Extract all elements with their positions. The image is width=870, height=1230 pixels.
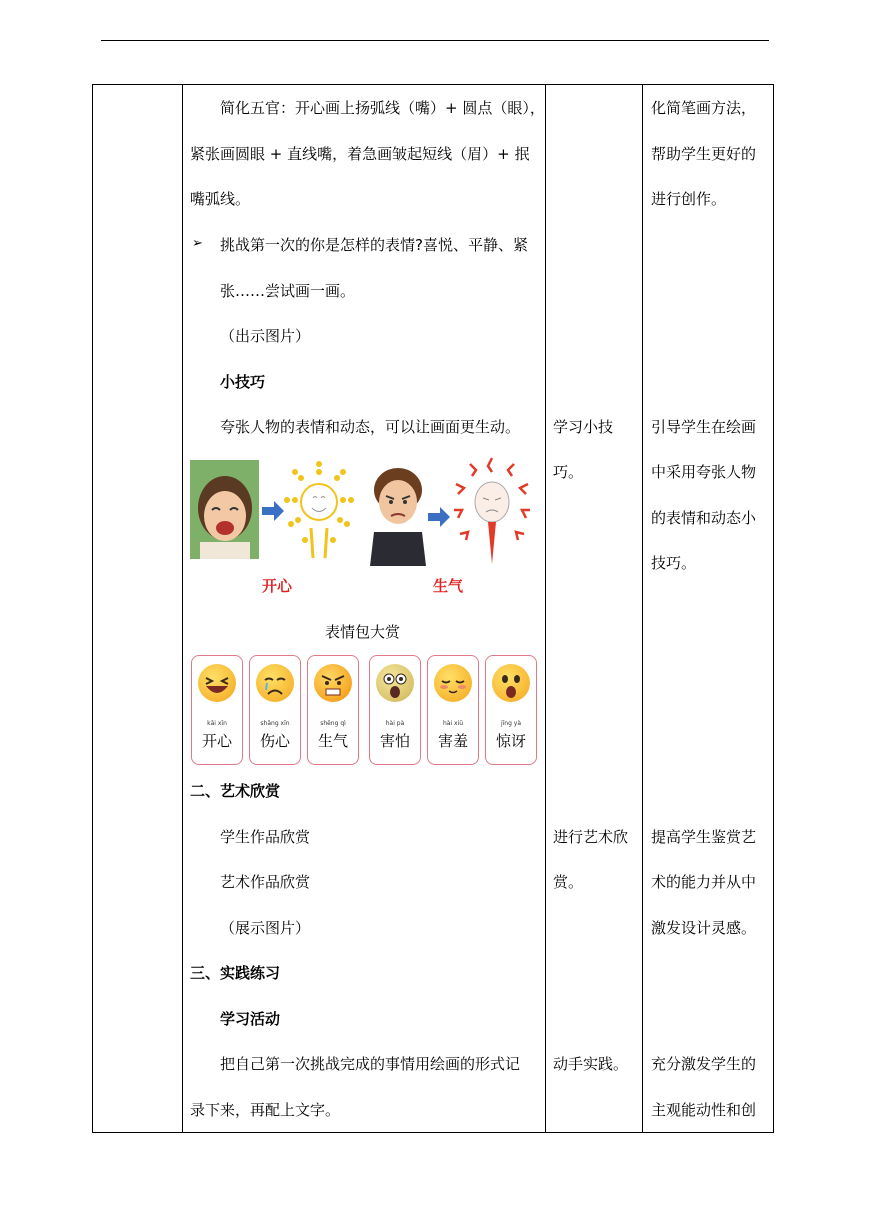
angry-burst-drawing [452, 456, 532, 570]
happy-child-photo [190, 460, 259, 559]
emoji-card-sad [249, 655, 301, 765]
tip-heading: 小技巧 [220, 373, 266, 391]
emoji-card-scared [369, 655, 421, 765]
emoji-pinyin: kāi xīn [207, 720, 227, 727]
laughing-face-icon [198, 664, 236, 702]
emoji-card-happy [191, 655, 243, 765]
simplify-line-1: 简化五官：开心画上扬弧线（嘴）+ 圆点（眼）， [220, 99, 545, 117]
emoji-label: 生气 [317, 732, 348, 750]
student-works-item: 学生作品欣赏 [220, 828, 311, 846]
intent-1-line-2: 帮助学生更好的 [651, 145, 757, 163]
activity-line-2: 录下来，再配上文字。 [190, 1101, 341, 1119]
student-practice: 动手实践。 [553, 1055, 629, 1073]
scared-face-icon [376, 664, 414, 702]
artworks-item: 艺术作品欣赏 [220, 873, 311, 891]
emoji-card-surprised [485, 655, 537, 765]
arrow-right-icon-2 [428, 506, 450, 532]
section-2-heading: 二、艺术欣赏 [190, 782, 281, 800]
emoji-pinyin: hài pà [385, 720, 405, 727]
intent-2-line-1: 引导学生在绘画 [651, 418, 757, 436]
emoji-pinyin: shēng qì [320, 720, 346, 727]
emoji-label: 开心 [201, 732, 232, 750]
student-tip-line-2: 巧。 [553, 463, 584, 481]
label-happy: 开心 [262, 577, 293, 595]
sad-face-icon [256, 664, 294, 702]
intent-3-line-3: 激发设计灵感。 [651, 919, 757, 937]
intent-1-line-3: 进行创作。 [651, 190, 727, 208]
emoji-label: 害羞 [437, 732, 468, 750]
emoji-label: 伤心 [259, 732, 290, 750]
student-tip-line-1: 学习小技 [553, 418, 614, 436]
shy-face-icon [434, 664, 472, 702]
intent-3-line-1: 提高学生鉴赏艺 [651, 828, 757, 846]
intent-2-line-4: 技巧。 [651, 554, 697, 572]
label-angry: 生气 [433, 577, 464, 595]
simplify-line-2: 紧张画圆眼 + 直线嘴，着急画皱起短线（眉）+ 抿 [190, 145, 530, 163]
simplify-line-3: 嘴弧线。 [190, 190, 251, 208]
intent-3-line-2: 术的能力并从中 [651, 873, 757, 891]
emoji-pinyin: hài xiū [442, 720, 464, 727]
header-rule [101, 40, 769, 41]
student-art-line-2: 赏。 [553, 873, 584, 891]
activity-line-1: 把自己第一次挑战完成的事情用绘画的形式记 [220, 1055, 521, 1073]
intent-4-line-2: 主观能动性和创 [651, 1101, 757, 1119]
happy-sun-drawing [283, 458, 355, 572]
emoji-card-shy [427, 655, 479, 765]
tip-text: 夸张人物的表情和动态，可以让画面更生动。 [220, 418, 521, 436]
display-picture-note: （展示图片） [220, 919, 311, 937]
emoji-label: 害怕 [379, 732, 410, 750]
show-picture-note: （出示图片） [220, 327, 311, 345]
activity-heading: 学习活动 [220, 1010, 281, 1028]
emoji-card-angry [307, 655, 359, 765]
challenge-line-1: 挑战第一次的你是怎样的表情?喜悦、平静、紧 [220, 236, 528, 254]
emoji-gallery-title: 表情包大赏 [325, 623, 401, 641]
emoji-pinyin: shāng xīn [260, 720, 290, 727]
section-3-heading: 三、实践练习 [190, 964, 281, 982]
intent-4-line-1: 充分激发学生的 [651, 1055, 757, 1073]
angry-boy-photo [364, 460, 432, 566]
challenge-line-2: 张……尝试画一画。 [220, 282, 356, 300]
intent-2-line-3: 的表情和动态小 [651, 509, 757, 527]
emoji-label: 惊讶 [495, 732, 526, 750]
arrow-right-icon-1 [262, 500, 284, 526]
bullet-arrow-icon: ➢ [192, 236, 203, 251]
surprised-face-icon [492, 664, 530, 702]
emoji-pinyin: jīng yà [500, 720, 522, 727]
intent-1-line-1: 化简笔画方法， [651, 99, 757, 117]
angry-face-icon [314, 664, 352, 702]
intent-2-line-2: 中采用夸张人物 [651, 463, 757, 481]
student-art-line-1: 进行艺术欣 [553, 828, 629, 846]
